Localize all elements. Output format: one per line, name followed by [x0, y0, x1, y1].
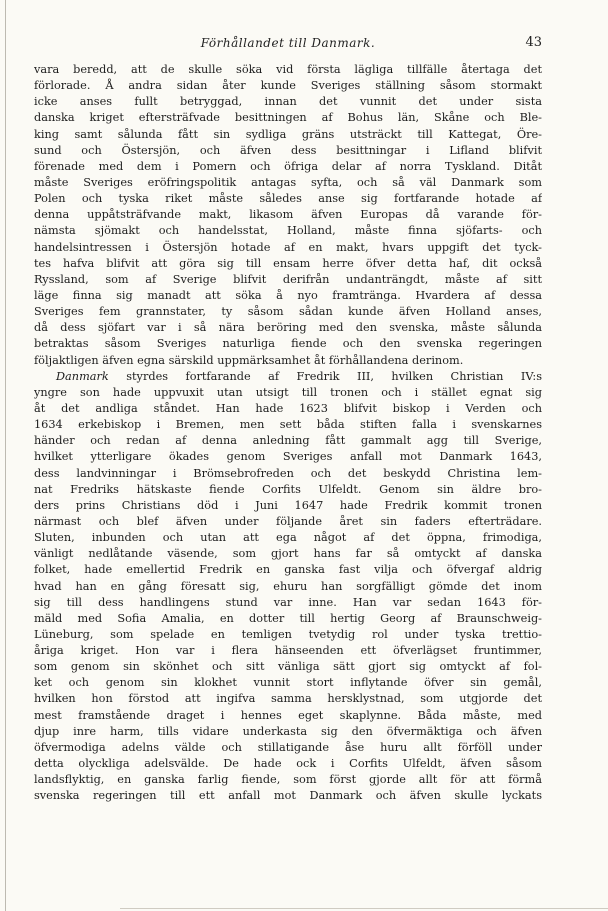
paragraph-lead-word: Danmark [56, 369, 109, 383]
text-line: vänligt nedlåtande väsende, som gjort hans far så omtyckt af danska [34, 547, 542, 561]
text-line: då dess sjöfart var i så nära beröring med den svenska, måste sålunda [34, 321, 542, 335]
text-line: landsflyktig, en ganska farlig fiende, som först gjorde allt för att förmå [34, 773, 542, 787]
text-line: Lüneburg, som spelade en temligen tvetydig rol under tyska trettio- [34, 627, 542, 641]
paragraph [34, 369, 542, 805]
text-line: mest framstående draget i hennes eget skaplynne. Båda måste, med [34, 708, 542, 722]
text-line: hvad han en gång föresatt sig, ehuru han sorgfälligt gömde det inom [34, 579, 542, 593]
text-line: svenska regeringen till ett anfall mot Danmark och äfven skulle lyckats [34, 789, 542, 803]
page-edge-left [5, 0, 6, 911]
text-line: nat Fredriks hätskaste fiende Corfits Ulfeldt. Genom sin äldre bro- [34, 482, 542, 496]
text-line: ders prins Christians död i Juni 1647 hade Fredrik kommit tronen [34, 498, 542, 512]
text-line: betraktas såsom Sveriges naturliga fiende och den svenska regeringen [34, 337, 542, 351]
text-line: yngre son hade uppvuxit utan utsigt till tronen och i stället egnat sig [34, 385, 542, 399]
text-line: folket, hade emellertid Fredrik en ganska fast vilja och öfvergaf aldrig [34, 563, 542, 577]
text-line: öfvermodiga adelns välde och stillatigande åse huru allt förföll under [34, 740, 542, 754]
text-line-rest: styrdes fortfarande af Fredrik III, hvilken Christian IV:s [108, 369, 542, 383]
text-line: åriga kriget. Hon var i flera hänseenden ett öfverlägset fruntimmer, [34, 644, 542, 658]
text-line: sund och Östersjön, och äfven dess besittningar i Lifland blifvit [34, 143, 542, 157]
text-line: åt det andliga ståndet. Han hade 1623 blifvit biskop i Verden och [34, 401, 542, 415]
text-line: läge finna sig manadt att söka å nyo framtränga. Hvardera af dessa [34, 288, 542, 302]
text-line: sig till dess handlingens stund var inne. Han var sedan 1643 för- [34, 595, 542, 609]
text-line: vara beredd, att de skulle söka vid första lägliga tillfälle återtaga det [34, 63, 542, 76]
text-line: Ryssland, som af Sverige blifvit derifrån undanträngdt, måste af sitt [34, 272, 542, 286]
text-line: Polen och tyska riket måste således anse sig fortfarande hotade af [34, 192, 542, 206]
body-text [34, 62, 542, 804]
text-line: förlorade. Å andra sidan åter kunde Sveriges ställning såsom stormakt [34, 79, 542, 93]
text-line: följaktligen äfven egna särskild uppmärksamhet åt förhållandena derinom. [34, 353, 464, 367]
page-number: 43 [525, 35, 542, 50]
text-line: nämsta sjömakt och handelsstat, Holland, måste finna sjöfarts- och [34, 224, 542, 238]
text-line: Sveriges fem grannstater, ty såsom sådan kunde äfven Holland anses, [34, 305, 542, 319]
text-line: närmast och blef äfven under följande året sin faders efterträdare. [34, 514, 542, 528]
text-line: förenade med dem i Pomern och öfriga delar af norra Tyskland. Ditåt [34, 159, 542, 173]
text-line: king samt sålunda fått sin sydliga gräns utsträckt till Kattegat, Öre- [34, 127, 542, 141]
text-line: djup inre harm, tills vidare underkasta sig den öfvermäktiga och äfven [34, 724, 542, 738]
text-line [34, 369, 542, 385]
text-line: tes hafva blifvit att göra sig till ensam herre öfver detta haf, dit också [34, 256, 542, 270]
text-line: handelsintressen i Östersjön hotade af en makt, hvars uppgift det tyck- [34, 240, 542, 254]
text-line: danska kriget eftersträfvade besittningen af Bohus län, Skåne och Ble- [34, 111, 542, 125]
text-line: ket och genom sin klokhet vunnit stort inflytande öfver sin gemål, [34, 676, 542, 690]
text-line: 1634 erkebiskop i Bremen, men sett båda stiften falla i svenskarnes [34, 418, 542, 432]
text-line: mäld med Sofia Amalia, en dotter till hertig Georg af Braunschweig- [34, 611, 542, 625]
paragraph [34, 62, 542, 369]
text-line: hvilket ytterligare ökades genom Sveriges anfall mot Danmark 1643, [34, 450, 542, 464]
text-line: dess landvinningar i Brömsebrofreden och det beskydd Christina lem- [34, 466, 542, 480]
text-line: hvilken hon förstod att ingifva samma hersklystnad, som utgjorde det [34, 692, 542, 706]
running-title: Förhållandet till Danmark. [200, 36, 376, 50]
text-line: detta olyckliga adelsvälde. De hade ock i Corfits Ulfeldt, äfven såsom [34, 757, 542, 771]
text-line: händer och redan af denna anledning fått gammalt agg till Sverige, [34, 434, 542, 448]
text-line: måste Sveriges eröfringspolitik antagas syfta, och så väl Danmark som [34, 175, 542, 189]
text-line: denna uppåtsträfvande makt, likasom äfven Europas då varande för- [34, 208, 542, 222]
text-line: icke anses fullt betryggad, innan det vunnit det under sista [34, 95, 542, 109]
text-line: som genom sin skönhet och sitt vänliga sätt gjort sig omtyckt af fol- [34, 660, 542, 674]
page-header [34, 35, 542, 55]
page-edge-bottom [120, 908, 608, 909]
text-line: Sluten, inbunden och utan att ega något af det öppna, frimodiga, [34, 531, 542, 545]
